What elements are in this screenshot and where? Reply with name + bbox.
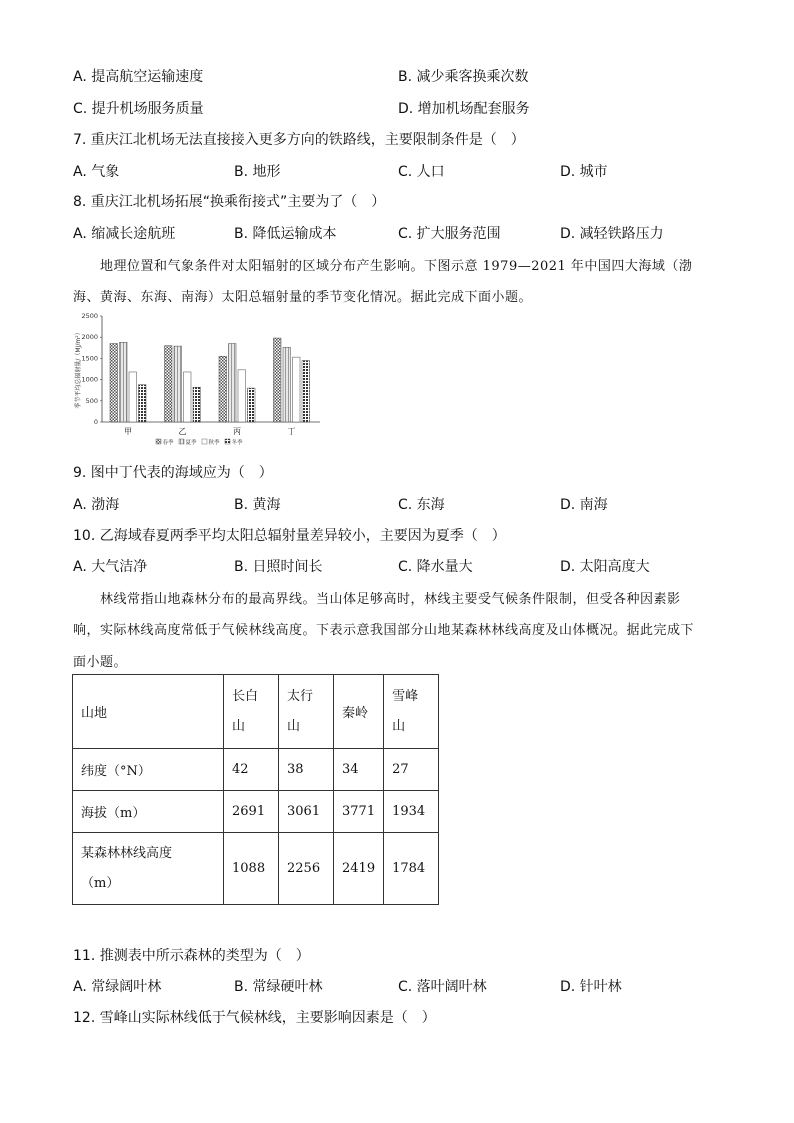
table-cell: 1784	[384, 833, 439, 905]
legend-swatch	[156, 439, 161, 444]
q9-option-d: D. 南海	[560, 497, 608, 513]
y-tick-label: 2500	[81, 312, 98, 320]
q6-option-d: D. 增加机场配套服务	[398, 101, 530, 117]
q11-stem: 11. 推测表中所示森林的类型为（ ）	[73, 948, 310, 964]
table-cell: 27	[384, 749, 439, 791]
bar-春季-乙	[165, 346, 173, 422]
passage-2-line-3: 面小题。	[73, 655, 128, 670]
table-header-changbai	[224, 675, 279, 749]
table-cell: 42	[224, 749, 279, 791]
bar-夏季-丁	[283, 347, 291, 422]
table-header-label: 山地	[73, 675, 224, 749]
q8-option-a: A. 缩减长途航班	[73, 226, 176, 242]
table-cell: 3771	[334, 791, 384, 833]
q9-stem: 9. 图中丁代表的海域应为（ ）	[73, 465, 273, 481]
q6-option-b: B. 减少乘客换乘次数	[398, 69, 529, 85]
table-row-label-line2: （m）	[81, 875, 120, 891]
table-header-changbai-line1: 长白	[232, 688, 259, 704]
table-row	[73, 749, 439, 791]
table-cell: 1934	[384, 791, 439, 833]
legend-label: 秋季	[208, 440, 220, 446]
x-tick-label: 乙	[178, 427, 187, 436]
table-row-label: 海拔（m）	[73, 791, 224, 833]
y-tick-label: 1500	[81, 354, 98, 363]
q9-option-b: B. 黄海	[234, 497, 281, 513]
bar-秋季-乙	[184, 372, 192, 422]
table-header-taihang	[279, 675, 334, 749]
y-tick-label: 1000	[81, 375, 98, 384]
q10-option-c: C. 降水量大	[398, 559, 473, 575]
table-row	[73, 833, 439, 905]
q10-stem: 10. 乙海域春夏两季平均太阳总辐射量差异较小，主要因为夏季（ ）	[73, 528, 506, 544]
q7-option-d: D. 城市	[560, 164, 608, 180]
table-header-qinling: 秦岭	[334, 675, 384, 749]
table-header-xuefeng-line1: 雪峰	[392, 688, 419, 704]
forest-line-table	[72, 674, 439, 905]
bar-冬季-乙	[193, 387, 201, 422]
table-cell: 34	[334, 749, 384, 791]
q10-option-a: A. 大气洁净	[73, 559, 148, 575]
radiation-bar-chart	[72, 312, 322, 450]
legend-label: 夏季	[185, 440, 197, 446]
table-cell: 38	[279, 749, 334, 791]
bar-冬季-甲	[139, 385, 147, 422]
y-tick-label: 2000	[81, 333, 98, 342]
table-header-changbai-line2: 山	[232, 718, 246, 734]
q9-option-c: C. 东海	[398, 497, 445, 513]
q8-option-c: C. 扩大服务范围	[398, 226, 501, 242]
table-cell: 2256	[279, 833, 334, 905]
q12-stem: 12. 雪峰山实际林线低于气候林线，主要影响因素是（ ）	[73, 1010, 436, 1026]
q8-option-b: B. 降低运输成本	[234, 226, 337, 242]
bar-冬季-丙	[248, 388, 256, 422]
table-header-taihang-line1: 太行	[287, 688, 314, 704]
table-header-xuefeng-line2: 山	[392, 718, 406, 734]
q11-option-c: C. 落叶阔叶林	[398, 979, 487, 995]
q7-option-c: C. 人口	[398, 164, 445, 180]
table-cell: 3061	[279, 791, 334, 833]
bar-夏季-甲	[120, 342, 128, 422]
table-cell: 2691	[224, 791, 279, 833]
y-tick-label: 0	[93, 418, 98, 426]
q9-option-a: A. 渤海	[73, 497, 120, 513]
bar-春季-丙	[219, 356, 227, 422]
table-row	[73, 791, 439, 833]
table-cell: 1088	[224, 833, 279, 905]
bar-春季-甲	[110, 344, 118, 422]
q11-option-b: B. 常绿硬叶林	[234, 979, 323, 995]
legend-swatch	[179, 439, 184, 444]
x-tick-label: 甲	[124, 427, 132, 436]
q10-option-d: D. 太阳高度大	[560, 559, 650, 575]
q11-option-a: A. 常绿阔叶林	[73, 979, 162, 995]
q8-stem: 8. 重庆江北机场拓展“换乘衔接式”主要为了（ ）	[73, 194, 386, 210]
y-axis-label: 季节平均总辐射量/（MJ/m²）	[75, 329, 82, 409]
bar-秋季-丙	[238, 370, 246, 422]
q7-option-a: A. 气象	[73, 164, 120, 180]
y-tick-label: 500	[85, 396, 98, 405]
legend-swatch	[225, 439, 230, 444]
bar-春季-丁	[274, 338, 282, 422]
q8-option-d: D. 减轻铁路压力	[560, 226, 664, 242]
q7-option-b: B. 地形	[234, 164, 281, 180]
chart-svg	[72, 312, 322, 450]
x-tick-label: 丁	[287, 427, 296, 436]
legend-label: 春季	[162, 440, 174, 446]
q6-option-a: A. 提高航空运输速度	[73, 69, 204, 85]
q6-option-c: C. 提升机场服务质量	[73, 101, 204, 117]
table-header-taihang-line2: 山	[287, 718, 301, 734]
table-header-xuefeng	[384, 675, 439, 749]
table-row-label-line1: 某森林林线高度	[81, 845, 173, 861]
table-row-label: 纬度（°N）	[73, 749, 224, 791]
passage-1-line-1: 地理位置和气象条件对太阳辐射的区域分布产生影响。下图示意 1979—2021 年中国四大海域（渤	[100, 259, 693, 274]
q7-stem: 7. 重庆江北机场无法直接接入更多方向的铁路线，主要限制条件是（ ）	[73, 132, 525, 148]
passage-1-line-2: 海、黄海、东海、南海）太阳总辐射量的季节变化情况。据此完成下面小题。	[73, 290, 533, 305]
legend-label: 冬季	[231, 440, 243, 446]
bar-秋季-丁	[293, 357, 301, 422]
table-row-label	[73, 833, 224, 905]
legend-swatch	[202, 439, 207, 444]
bar-冬季-丁	[302, 361, 310, 422]
q11-option-d: D. 针叶林	[560, 979, 622, 995]
bar-夏季-乙	[174, 346, 182, 422]
table-header-row	[73, 675, 439, 749]
bar-夏季-丙	[229, 344, 237, 422]
passage-2-line-1: 林线常指山地森林分布的最高界线。当山体足够高时，林线主要受气候条件限制，但受各种因素影	[100, 592, 681, 607]
x-tick-label: 丙	[233, 427, 241, 436]
table-cell: 2419	[334, 833, 384, 905]
bar-秋季-甲	[129, 372, 137, 422]
passage-2-line-2: 响，实际林线高度常低于气候林线高度。下表示意我国部分山地某森林林线高度及山体概况。据此完成下	[73, 623, 695, 638]
q10-option-b: B. 日照时间长	[234, 559, 323, 575]
